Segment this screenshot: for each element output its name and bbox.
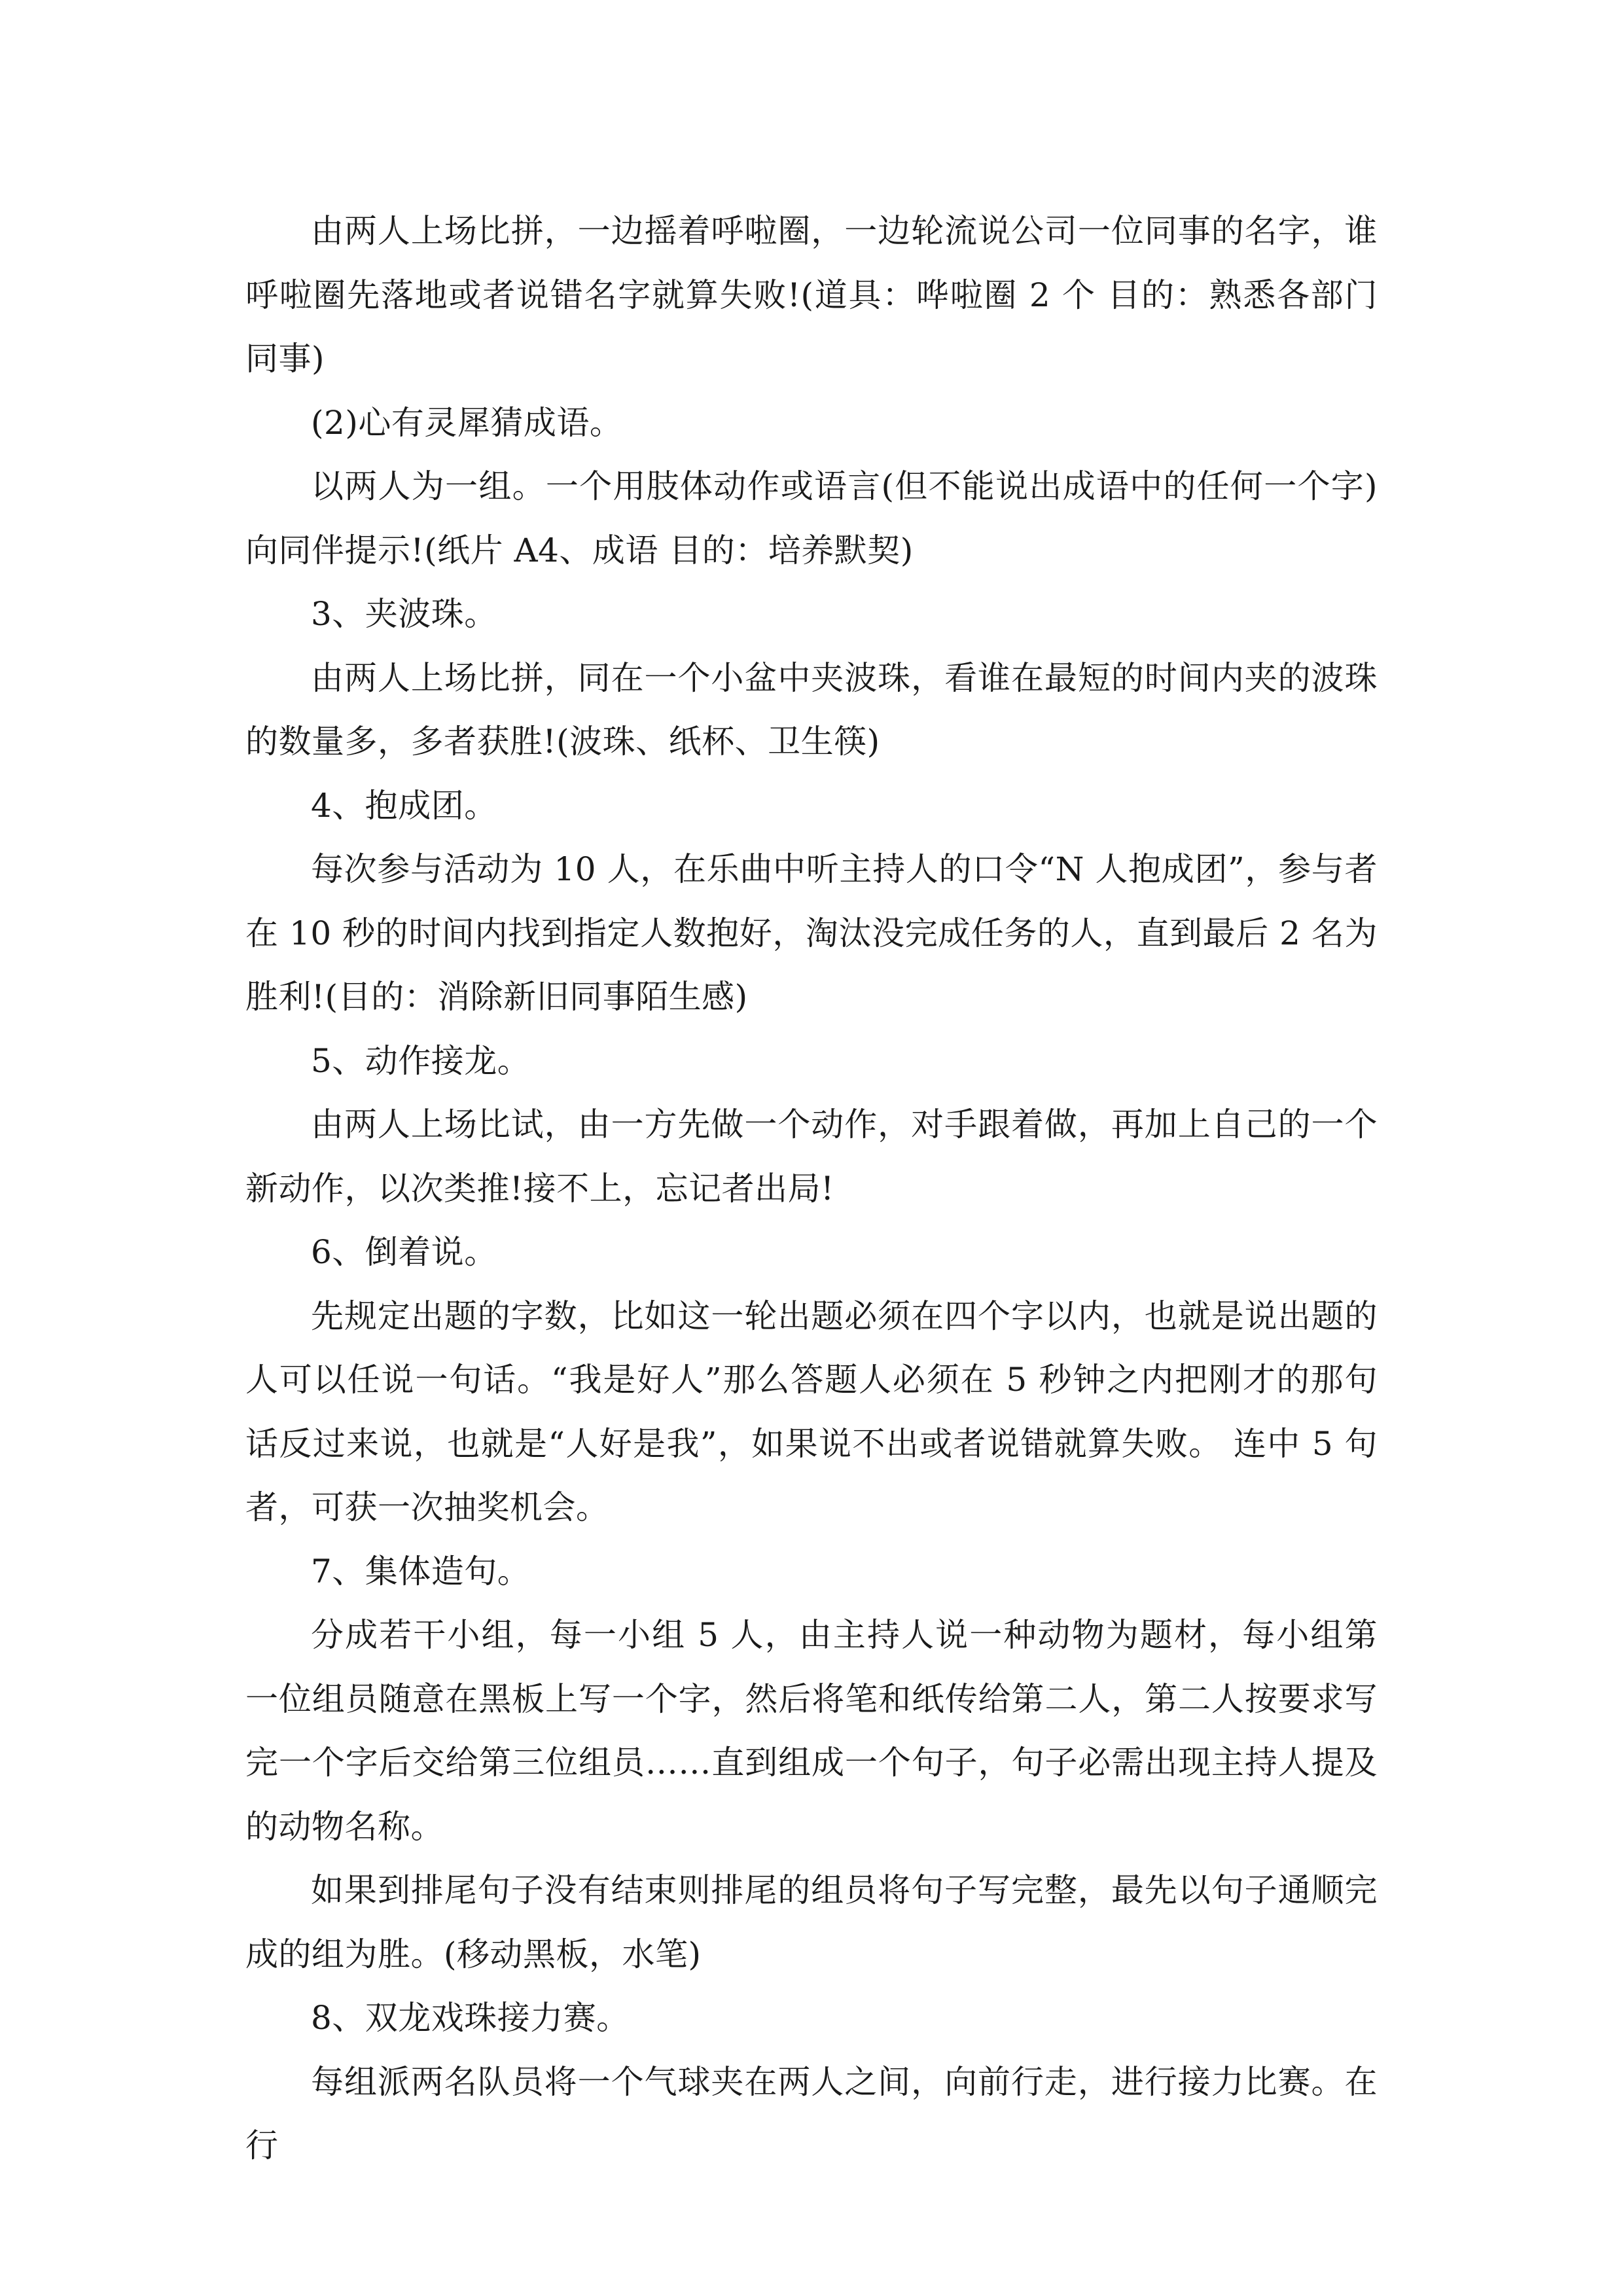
heading-idiom-guessing: (2)心有灵犀猜成语。 [311, 403, 623, 442]
paragraph-hula-hoop-rules: 由两人上场比拼，一边摇着呼啦圈，一边轮流说公司一位同事的名字，谁呼啦圈先落地或者说错名字就算失败!(道具：哗啦圈 2 个 目的：熟悉各部门同事) [245, 212, 1378, 378]
paragraph-group-sentence-ending: 如果到排尾句子没有结束则排尾的组员将句子写完整，最先以句子通顺完成的组为胜。(移动黑板，水笔) [245, 1871, 1378, 1973]
heading-balloon-relay: 8、双龙戏珠接力赛。 [311, 1999, 630, 2037]
heading-say-backwards: 6、倒着说。 [311, 1233, 497, 1271]
heading-group-sentence: 7、集体造句。 [311, 1552, 531, 1590]
paragraph-say-backwards-rules: 先规定出题的字数，比如这一轮出题必须在四个字以内，也就是说出题的人可以任说一句话。“我是好人”那么答题人必须在 5 秒钟之内把刚才的那句话反过来说，也就是“人好是我”，如果说不出或者说错就算失败。 连中 5 句者，可获一次抽奖机会。 [245, 1297, 1378, 1526]
document-body [245, 200, 1378, 2178]
paragraph-group-sentence-rules: 分成若干小组，每一小组 5 人，由主持人说一种动物为题材，每小组第一位组员随意在黑板上写一个字，然后将笔和纸传给第二人，第二人按要求写完一个字后交给第三位组员……直到组成一个句子，句子必需出现主持人提及的动物名称。 [245, 1616, 1378, 1846]
heading-group-hug: 4、抱成团。 [311, 786, 497, 825]
heading-bead-picking: 3、夹波珠。 [311, 595, 497, 633]
paragraph-bead-picking-rules: 由两人上场比拼，同在一个小盆中夹波珠，看谁在最短的时间内夹的波珠的数量多，多者获胜!(波珠、纸杯、卫生筷) [245, 658, 1378, 761]
paragraph-idiom-guessing-rules: 以两人为一组。一个用肢体动作或语言(但不能说出成语中的任何一个字)向同伴提示!(纸片 A4、成语 目的：培养默契) [245, 467, 1378, 569]
heading-action-relay: 5、动作接龙。 [311, 1041, 531, 1080]
paragraph-balloon-relay-rules: 每组派两名队员将一个气球夹在两人之间，向前行走，进行接力比赛。在行 [245, 2062, 1378, 2164]
paragraph-group-hug-rules: 每次参与活动为 10 人，在乐曲中听主持人的口令“N 人抱成团”，参与者在 10 秒的时间内找到指定人数抱好，淘汰没完成任务的人，直到最后 2 名为胜利!(目的：消除新旧同事陌生感) [245, 850, 1378, 1016]
paragraph-action-relay-rules: 由两人上场比试，由一方先做一个动作，对手跟着做，再加上自己的一个新动作，以次类推!接不上，忘记者出局! [245, 1105, 1378, 1208]
